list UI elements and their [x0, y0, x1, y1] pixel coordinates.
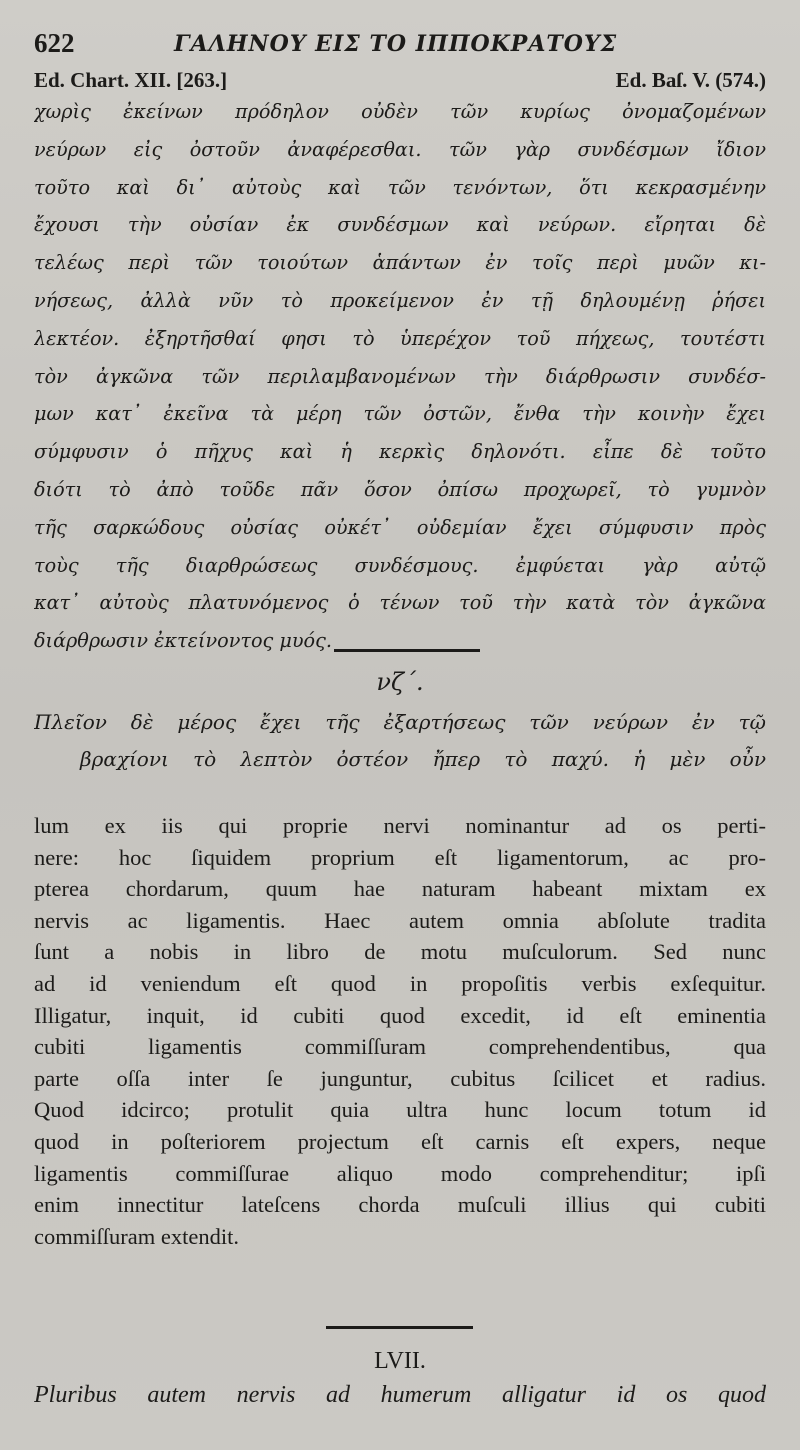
greek-line: λεκτέον. ἐξηρτῆσθαί φησι τὸ ὑπερέχον τοῦ πήχεως, τουτέστι	[34, 326, 766, 350]
section-divider	[326, 1326, 473, 1329]
greek-line: τῆς σαρκώδους οὐσίας οὐκέτ᾽ οὐδεμίαν ἔχει σύμφυσιν πρὸς	[34, 515, 766, 539]
section-number-greek: νζ΄.	[376, 668, 424, 696]
greek-line: μων κατ᾽ ἐκεῖνα τὰ μέρη τῶν ὀστῶν, ἔνθα τὴν κοινὴν ἔχει	[34, 402, 766, 426]
latin-line: commiſſuram extendit.	[34, 1223, 239, 1249]
edition-reference-chartier: Ed. Chart. XII. [263.]	[34, 68, 228, 92]
greek-lemma-line: βραχίονι τὸ λεπτὸν ὀστέον ἤπερ τὸ παχύ. ἡ μὲν οὖν	[80, 747, 766, 771]
latin-line: pterea chordarum, quum hae naturam habeant mixtam ex	[34, 876, 766, 902]
latin-line: parte oſſa inter ſe junguntur, cubitus ſcilicet et radius.	[34, 1065, 766, 1091]
latin-line: ſunt a nobis in libro de motu muſculorum. Sed nunc	[34, 939, 766, 965]
latin-line: Illigatur, inquit, id cubiti quod excedit, id eſt eminentia	[34, 1002, 766, 1028]
latin-line: cubiti ligamentis commiſſuram comprehendentibus, qua	[34, 1034, 766, 1060]
latin-lemma: Pluribus autem nervis ad humerum alligatur id os quod	[34, 1382, 766, 1408]
greek-line: διάρθρωσιν ἐκτείνοντος μυός.	[34, 629, 332, 653]
greek-line: νεύρων εἰς ὀστοῦν ἀναφέρεσθαι. τῶν γὰρ συνδέσμων ἴδιον	[34, 137, 766, 161]
page-number: 622	[34, 28, 75, 58]
latin-line: nere: hoc ſiquidem proprium eſt ligamentorum, ac pro-	[34, 844, 766, 870]
latin-line: ad id veniendum eſt quod in propoſitis verbis exſequitur.	[34, 970, 766, 996]
greek-line: τελέως περὶ τῶν τοιούτων ἁπάντων ἐν τοῖς περὶ μυῶν κι-	[34, 251, 766, 275]
greek-commentary	[34, 93, 766, 660]
greek-line: χωρὶς ἐκείνων πρόδηλον οὐδὲν τῶν κυρίως ὀνομαζομένων	[34, 100, 766, 123]
page-header	[34, 28, 766, 68]
edition-reference-basel: Ed. Baſ. V. (574.)	[615, 68, 766, 92]
greek-line: διότι τὸ ἀπὸ τοῦδε πᾶν ὅσον ὀπίσω προχωρεῖ, τὸ γυμνὸν	[34, 477, 766, 501]
latin-commentary	[34, 810, 766, 1252]
greek-lemma	[34, 704, 766, 778]
greek-line: τοὺς τῆς διαρθρώσεως συνδέσμους. ἐμφύεται γὰρ αὐτῷ	[34, 553, 766, 577]
latin-line: Quod idcirco; protulit quia ultra hunc locum totum id	[34, 1097, 766, 1123]
greek-line: κατ᾽ αὐτοὺς πλατυνόμενος ὁ τένων τοῦ τὴν κατὰ τὸν ἀγκῶνα	[34, 591, 766, 615]
latin-line: nervis ac ligamentis. Haec autem omnia abſolute tradita	[34, 907, 766, 933]
greek-line: τοῦτο καὶ δι᾽ αὐτοὺς καὶ τῶν τενόντων, ὅτι κεκρασμένην	[34, 175, 766, 199]
greek-lemma-line: Πλεῖον δὲ μέρος ἔχει τῆς ἐξαρτήσεως τῶν νεύρων ἐν τῷ	[34, 710, 766, 734]
latin-line: lum ex iis qui proprie nervi nominantur ad os perti-	[34, 813, 766, 838]
latin-line: enim innectitur lateſcens chorda muſculi illius qui cubiti	[34, 1192, 766, 1218]
latin-line: ligamentis commiſſurae aliquo modo comprehenditur; ipſi	[34, 1160, 766, 1186]
running-title: ΓΑΛΗΝΟΥ ΕΙΣ ΤΟ ΙΠΠΟΚΡΑΤΟΥΣ	[174, 31, 618, 57]
greek-line: τὸν ἀγκῶνα τῶν περιλαμβανομένων τὴν διάρθρωσιν συνδέσ-	[34, 364, 766, 388]
greek-line: νήσεως, ἀλλὰ νῦν τὸ προκείμενον ἐν τῇ δηλουμένῃ ῥήσει	[34, 288, 766, 312]
section-number-latin: LVII.	[374, 1348, 426, 1374]
greek-line: σύμφυσιν ὁ πῆχυς καὶ ἡ κερκὶς δηλονότι. εἶπε δὲ τοῦτο	[34, 440, 766, 464]
section-divider	[334, 649, 480, 652]
greek-line: ἔχουσι τὴν οὐσίαν ἐκ συνδέσμων καὶ νεύρων. εἴρηται δὲ	[34, 213, 766, 237]
latin-line: quod in poſteriorem projectum eſt carnis eſt expers, neque	[34, 1128, 766, 1154]
